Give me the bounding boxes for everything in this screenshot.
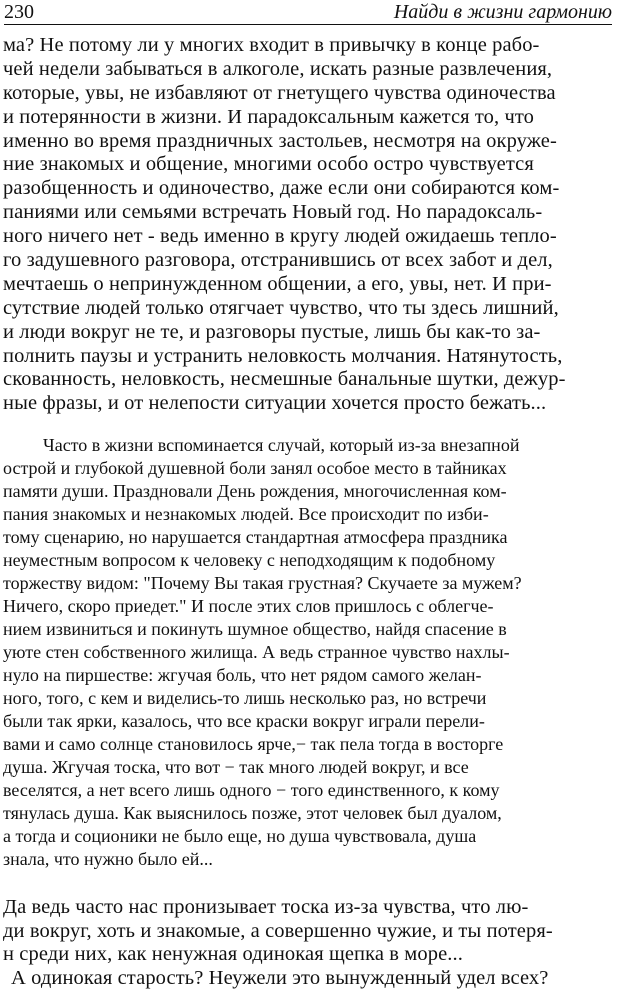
text-line: вами и само солнце становилось ярче,− так пела тогда в восторге	[3, 734, 504, 754]
text-line: мечтаешь о непринужденном общении, а его, увы, нет. И при-	[3, 272, 552, 295]
text-line: полнить паузы и устранить неловкость молчания. Натянутость,	[3, 344, 563, 367]
text-line: сутствие людей только отягчает чувство, что ты здесь лишний,	[3, 296, 559, 319]
text-line: Ничего, скоро приедет." И после этих слов пришлось с облегче-	[3, 596, 494, 616]
text-line: нуло на пиршестве: жгучая боль, что нет рядом самого желан-	[3, 665, 482, 685]
text-line: паниями или семьями встречать Новый год. Но парадоксаль-	[3, 201, 543, 224]
text-line: го задушевного разговора, отстранившись от всех забот и дел,	[3, 249, 553, 272]
text-line: Да ведь часто нас пронизывает тоска из-за чувства, что лю-	[3, 896, 529, 918]
text-line: ного ничего нет - ведь именно в кругу людей ожидаешь тепло-	[3, 225, 557, 248]
text-line: ного, того, с кем и виделись-то лишь несколько раз, но встречи	[3, 688, 487, 708]
text-line: ма? Не потому ли у многих входит в привычку в конце рабо-	[3, 34, 540, 56]
text-line: ди вокруг, хоть и знакомые, а совершенно чужие, и ты потеря-	[3, 919, 553, 942]
text-line: острой и глубокой душевной боли занял особое место в тайниках	[3, 458, 507, 478]
text-line: уюте стен собственного жилища. А ведь странное чувство нахлы-	[3, 642, 510, 662]
page-header	[0, 0, 620, 28]
text-line: тому сценарию, но нарушается стандартная атмосфера праздника	[3, 527, 508, 547]
text-line: пания знакомых и незнакомых людей. Все происходит по изби-	[3, 504, 489, 524]
closing-paragraph	[3, 896, 613, 990]
text-line: знала, что нужно было ей...	[3, 849, 213, 869]
text-line: которые, увы, не избавляют от гнетущего чувства одиночества	[3, 81, 556, 104]
text-line: ные фразы, и от нелепости ситуации хочется просто бежать...	[3, 392, 547, 415]
text-line: нием извиниться и покинуть шумное общество, найдя спасение в	[3, 619, 507, 639]
text-line: веселятся, а нет всего лишь одного − того единственного, к кому	[3, 780, 500, 800]
running-title: Найди в жизни гармонию	[393, 1, 612, 23]
text-line: и потерянности в жизни. И парадоксальным кажется то, что	[3, 105, 535, 128]
text-line: А одинокая старость? Неужели это вынужденный удел всех?	[11, 966, 549, 989]
main-paragraph	[3, 34, 613, 416]
text-line: душа. Жгучая тоска, что вот − так много людей вокруг, и все	[3, 757, 469, 777]
text-line: именно во время праздничных застольев, несмотря на окруже-	[3, 129, 557, 152]
text-line: чей недели забываться в алкоголе, искать разные развлечения,	[3, 57, 553, 80]
header-rule	[4, 24, 612, 25]
text-line: ние знакомых и общение, многими особо остро чувствуется	[3, 153, 534, 176]
text-line: н среди них, как ненужная одинокая щепка в море...	[3, 943, 463, 966]
text-line: скованность, неловкость, несмешные банальные шутки, дежур-	[3, 368, 566, 391]
text-line: разобщенность и одиночество, даже если они собираются ком-	[3, 177, 560, 200]
text-line: а тогда и соционики не было еще, но душа чувствовала, душа	[3, 826, 477, 846]
text-line: были так ярки, казалось, что все краски вокруг играли перели-	[3, 711, 485, 731]
quote-paragraph	[3, 434, 613, 871]
page-number: 230	[4, 1, 34, 23]
text-line: торжеству видом: "Почему Вы такая грустная? Скучаете за мужем?	[3, 573, 522, 593]
text-line: Часто в жизни вспоминается случай, который из-за внезапной	[43, 435, 520, 455]
text-line: памяти души. Праздновали День рождения, многочисленная ком-	[3, 481, 507, 501]
text-line: и люди вокруг не те, и разговоры пустые, лишь бы как-то за-	[3, 320, 541, 343]
text-line: тянулась душа. Как выяснилось позже, этот человек был дуалом,	[3, 803, 502, 823]
text-line: неуместным вопросом к человеку с неподходящим к подобному	[3, 550, 496, 570]
